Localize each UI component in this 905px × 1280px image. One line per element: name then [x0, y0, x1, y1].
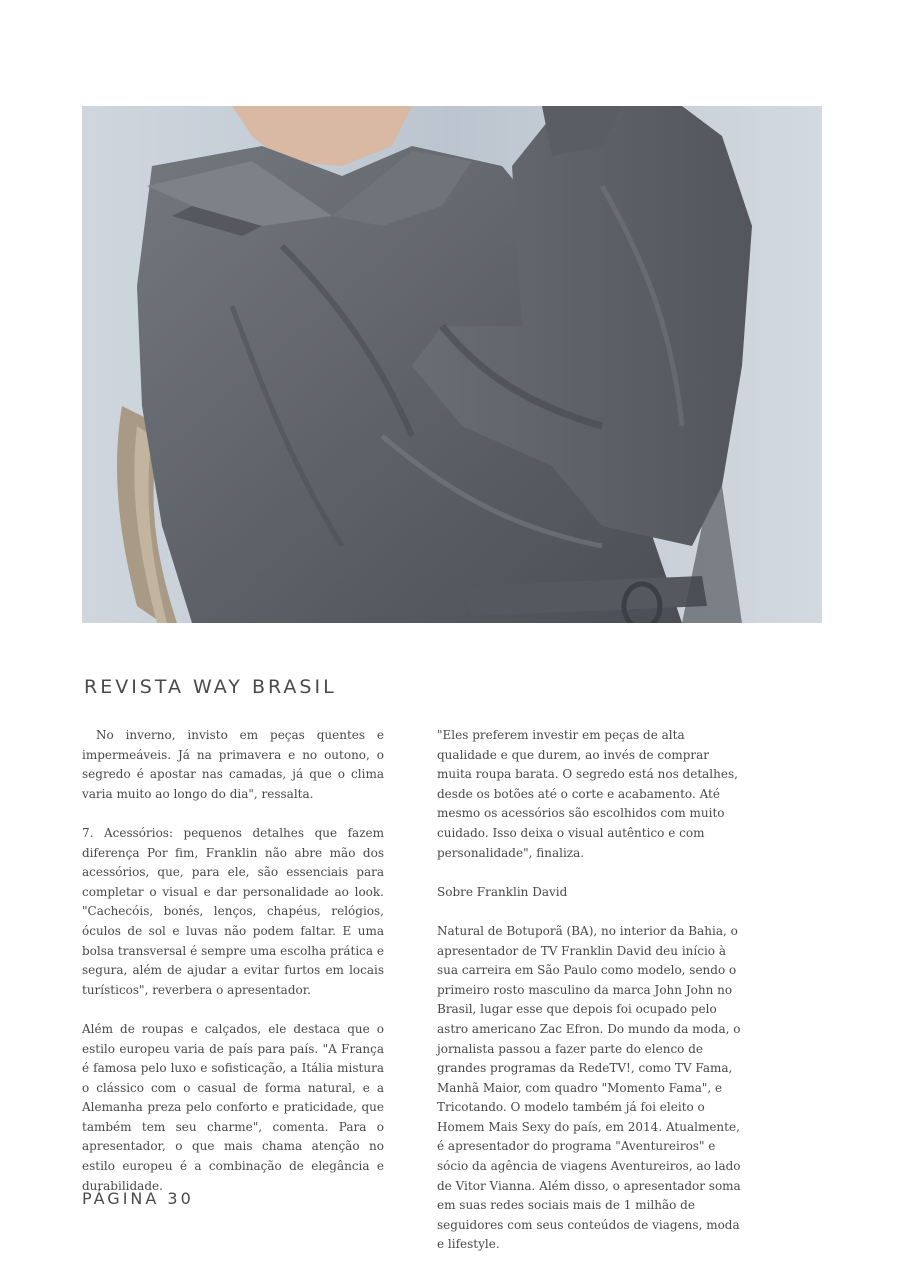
magazine-title: REVISTA WAY BRASIL — [84, 675, 337, 698]
page-number: PÁGINA 30 — [82, 1189, 194, 1208]
right-paragraph: "Eles preferem investir em peças de alta qualidade e que durem, ao invés de comprar muita roupa barata. O segredo está nos detalhes, desde os botões até o corte e acabamento. Até mesmo os acessórios são escolhidos com muito cuidado. Isso deixa o visual autêntico e com personalidade", finaliza. — [437, 728, 738, 860]
fashion-photo — [82, 106, 822, 623]
left-column — [82, 726, 384, 1216]
right-paragraph: Natural de Botuporã (BA), no interior da Bahia, o apresentador de TV Franklin David deu início à sua carreira em São Paulo como modelo, sendo o primeiro rosto masculino da marca John John no Brasil, lugar esse que depois foi ocupado pelo astro americano Zac Efron. Do mundo da moda, o jornalista passou a fazer parte do elenco de grandes programas da RedeTV!, como TV Fama, Manhã Maior, com quadro "Momento Fama", e Tricotando. O modelo também já foi eleito o Homem Mais Sexy do país, em 2014. Atualmente, é apresentador do programa "Aventureiros" e sócio da agência de viagens Aventureiros, ao lado de Vitor Vianna. Além disso, o apresentador soma em suas redes sociais mais de 1 milhão de seguidores com seus conteúdos de viagens, moda e lifestyle. — [437, 923, 741, 1252]
right-column — [437, 726, 742, 1275]
left-paragraph: Além de roupas e calçados, ele destaca que o estilo europeu varia de país para país. "A França é famosa pelo luxo e sofisticação, a Itália mistura o clássico com o casual de forma natural, e a Alemanha preza pelo conforto e praticidade, que também tem seu charme", comenta. Para o apresentador, o que mais chama atenção no estilo europeu é a combinação de elegância e durabilidade. — [82, 1021, 384, 1193]
section-heading: Sobre Franklin David — [437, 884, 568, 899]
coat-illustration — [82, 106, 822, 623]
left-paragraph: 7. Acessórios: pequenos detalhes que fazem diferença Por fim, Franklin não abre mão dos acessórios, que, para ele, são essenciais para completar o visual e dar personalidade ao look. "Cachecóis, bonés, lenços, chapéus, relógios, óculos de sol e luvas não podem faltar. E uma bolsa transversal é sempre uma escolha prática e segura, além de ajudar a evitar furtos em locais turísticos", reverbera o apresentador. — [82, 825, 384, 997]
left-paragraph: No inverno, invisto em peças quentes e impermeáveis. Já na primavera e no outono, o segredo é apostar nas camadas, já que o clima varia muito ao longo do dia", ressalta. — [82, 728, 384, 801]
